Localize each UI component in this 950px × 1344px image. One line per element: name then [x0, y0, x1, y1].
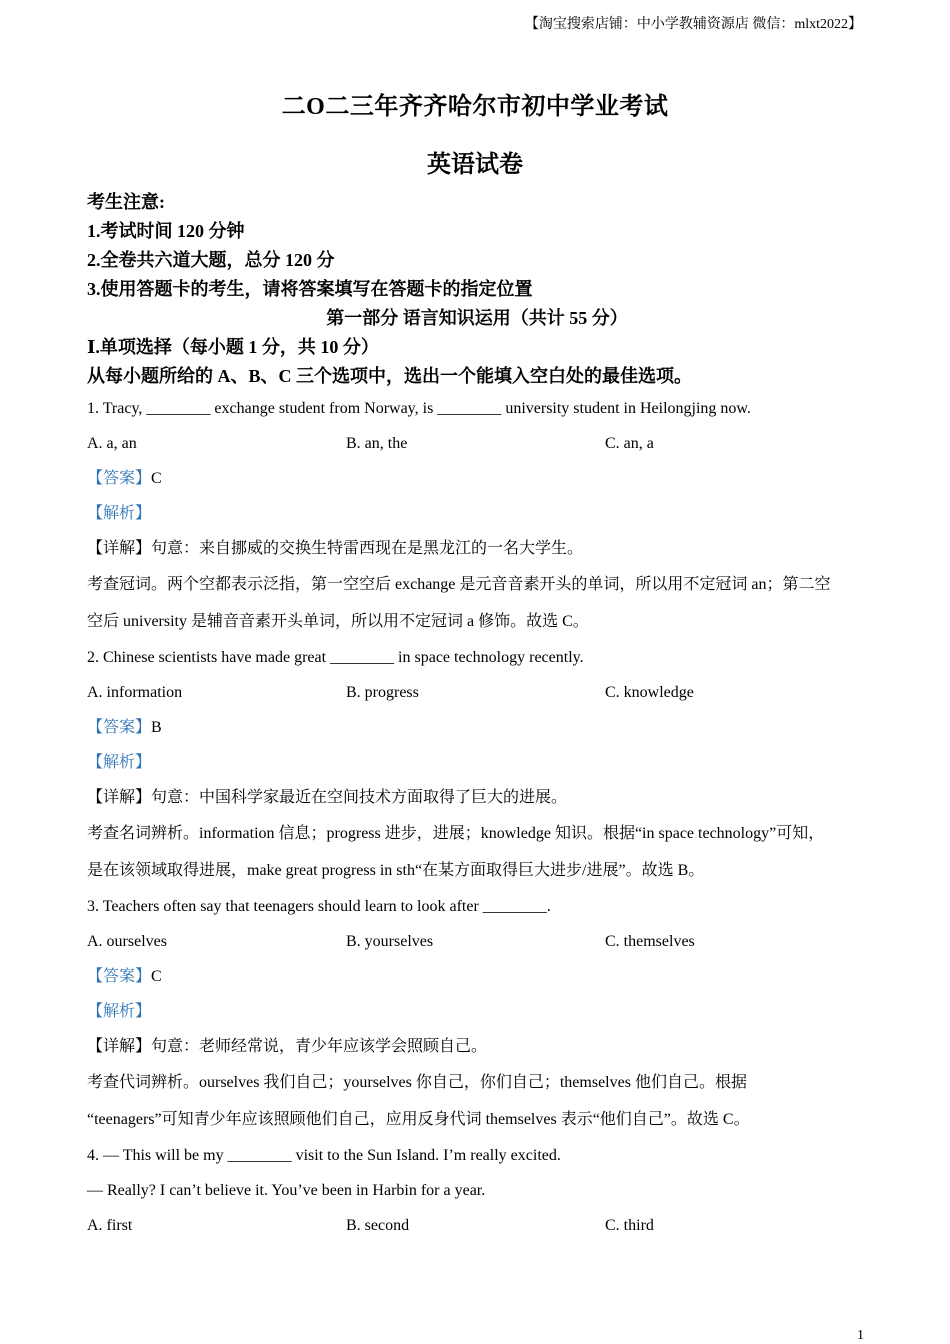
explanation-line: 考查名词辨析。information 信息；progress 进步，进展；knowledge 知识。根据“in space technology”可知， — [87, 825, 825, 842]
header-note: 【淘宝搜索店铺：中小学教辅资源店 微信：mlxt2022】 — [524, 17, 862, 32]
page-number: 1 — [857, 1328, 864, 1343]
question-stem: 1. Tracy, ________ exchange student from Norway, is ________ university student in Heilongjing now. — [87, 400, 751, 417]
exam-title: 二O二三年齐齐哈尔市初中学业考试 — [281, 94, 669, 120]
analysis-tag: 【解析】 — [87, 1003, 152, 1020]
section-instruction: 从每小题所给的 A、B、C 三个选项中，选出一个能填入空白处的最佳选项。 — [87, 366, 693, 386]
option-a: A. a, an — [87, 435, 137, 452]
note-item: 2.全卷共六道大题，总分 120 分 — [87, 250, 335, 270]
option-c: C. an, a — [605, 435, 654, 452]
answer-value: C — [151, 968, 162, 985]
option-c: C. knowledge — [605, 684, 694, 701]
answer-value: B — [151, 719, 162, 736]
option-b: B. progress — [346, 684, 419, 701]
explanation-line: “teenagers”可知青少年应该照顾他们自己，应用反身代词 themselves 表示“他们自己”。故选 C。 — [87, 1111, 750, 1128]
option-c: C. third — [605, 1217, 654, 1234]
option-b: B. an, the — [346, 435, 408, 452]
answer-value: C — [151, 470, 162, 487]
answer-line — [87, 710, 867, 745]
detail-line: 【详解】句意：来自挪威的交换生特雷西现在是黑龙江的一名大学生。 — [87, 540, 584, 557]
option-a: A. first — [87, 1217, 133, 1234]
question-options — [87, 426, 867, 461]
note-item: 3.使用答题卡的考生，请将答案填写在答题卡的指定位置 — [87, 279, 533, 299]
answer-tag: 【答案】 — [87, 470, 152, 487]
answer-line — [87, 959, 867, 994]
analysis-tag: 【解析】 — [87, 754, 152, 771]
question-options — [87, 1208, 867, 1243]
answer-tag: 【答案】 — [87, 719, 152, 736]
option-a: A. ourselves — [87, 933, 167, 950]
part-title: 第一部分 语言知识运用（共计 55 分） — [326, 308, 628, 328]
answer-tag: 【答案】 — [87, 968, 152, 985]
exam-content — [87, 188, 867, 1243]
explanation-line: 空后 university 是辅音音素开头单词，所以用不定冠词 a 修饰。故选 C。 — [87, 613, 589, 630]
question-stem: 2. Chinese scientists have made great ________ in space technology recently. — [87, 649, 584, 666]
section-title: Ⅰ.单项选择（每小题 1 分，共 10 分） — [87, 337, 379, 357]
notes-heading: 考生注意: — [87, 192, 165, 212]
detail-line: 【详解】句意：中国科学家最近在空间技术方面取得了巨大的进展。 — [87, 789, 568, 806]
question-options — [87, 924, 867, 959]
option-b: B. yourselves — [346, 933, 434, 950]
analysis-tag: 【解析】 — [87, 505, 152, 522]
option-c: C. themselves — [605, 933, 695, 950]
explanation-line: 是在该领域取得进展，make great progress in sth“在某方面取得巨大进步/进展”。故选 B。 — [87, 862, 705, 879]
question-stem-reply: — Really? I can’t believe it. You’ve been in Harbin for a year. — [87, 1182, 486, 1199]
note-item: 1.考试时间 120 分钟 — [87, 221, 245, 241]
option-a: A. information — [87, 684, 183, 701]
explanation-line: 考查冠词。两个空都表示泛指，第一空空后 exchange 是元音音素开头的单词，所以用不定冠词 an；第二空 — [87, 576, 831, 593]
answer-line — [87, 461, 867, 496]
detail-line: 【详解】句意：老师经常说，青少年应该学会照顾自己。 — [87, 1038, 488, 1055]
exam-subtitle: 英语试卷 — [427, 152, 523, 178]
option-b: B. second — [346, 1217, 410, 1234]
question-stem: 4. — This will be my ________ visit to the Sun Island. I’m really excited. — [87, 1147, 561, 1164]
question-options — [87, 675, 867, 710]
explanation-line: 考查代词辨析。ourselves 我们自己；yourselves 你自己，你们自己；themselves 他们自己。根据 — [87, 1074, 747, 1091]
question-stem: 3. Teachers often say that teenagers should learn to look after ________. — [87, 898, 551, 915]
